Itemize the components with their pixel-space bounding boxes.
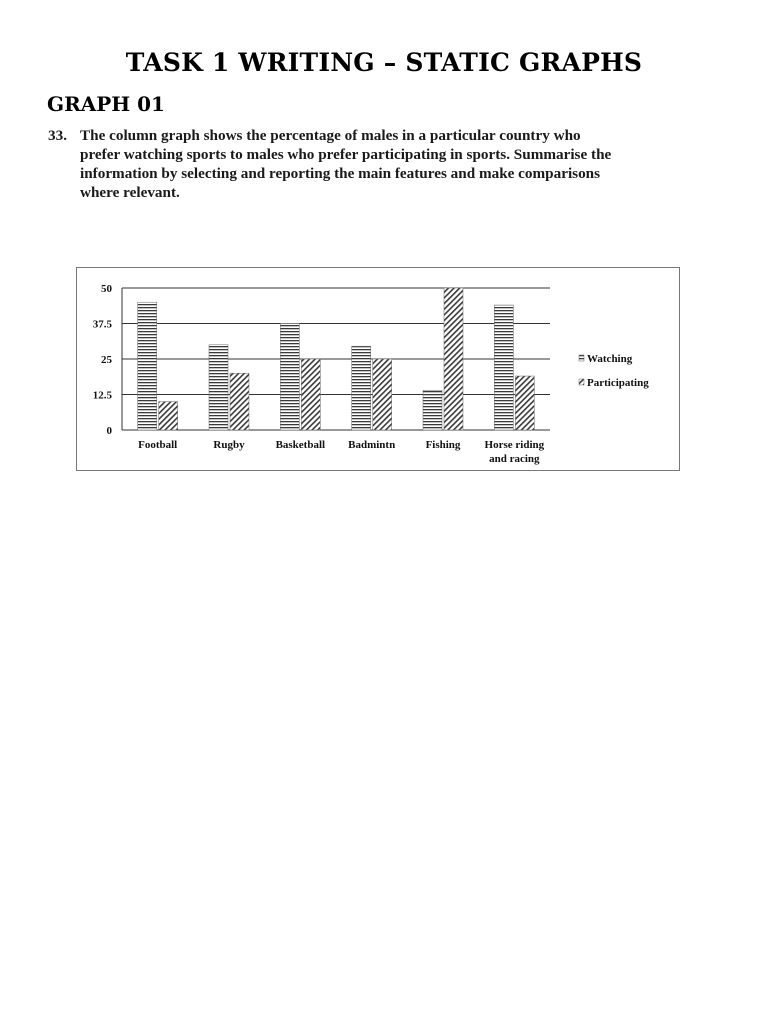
question-line: The column graph shows the percentage of males in a particular country who xyxy=(80,127,581,144)
legend-label: Participating xyxy=(587,377,649,389)
legend-swatch xyxy=(579,355,584,361)
question-line: where relevant. xyxy=(80,184,180,201)
y-tick-label: 37.5 xyxy=(92,318,112,331)
x-tick-label: Horse riding xyxy=(484,439,545,451)
y-tick-label: 25 xyxy=(101,354,112,366)
bar-watching xyxy=(352,346,371,430)
chart-frame xyxy=(76,267,680,471)
bar-chart xyxy=(77,268,678,469)
x-tick-label: and racing xyxy=(489,453,540,465)
x-tick-label: Badmintn xyxy=(348,439,396,451)
bar-participating xyxy=(444,288,463,430)
page-title: TASK 1 WRITING – STATIC GRAPHS xyxy=(125,48,643,77)
bar-participating xyxy=(373,359,392,430)
bar-participating xyxy=(515,376,534,430)
x-tick-label: Football xyxy=(138,439,178,451)
x-tick-label: Rugby xyxy=(213,439,245,451)
bar-participating xyxy=(159,402,178,430)
bar-watching xyxy=(209,345,228,430)
graph-heading: GRAPH 01 xyxy=(47,92,165,116)
y-tick-label: 0 xyxy=(106,425,112,437)
bar-watching xyxy=(494,305,513,430)
bar-participating xyxy=(230,373,249,430)
question-line: information by selecting and reporting the main features and make comparisons xyxy=(80,165,601,182)
x-tick-label: Fishing xyxy=(425,439,461,451)
y-tick-label: 12.5 xyxy=(92,389,112,402)
question-number: 33. xyxy=(48,127,67,144)
bar-watching xyxy=(423,390,442,430)
legend-label: Watching xyxy=(587,353,633,365)
y-tick-label: 50 xyxy=(101,283,112,295)
bar-watching xyxy=(138,302,157,430)
question-text xyxy=(48,126,720,202)
question-line: prefer watching sports to males who prefer participating in sports. Summarise the xyxy=(80,146,612,163)
bar-watching xyxy=(280,324,299,431)
bar-participating xyxy=(301,359,320,430)
x-tick-label: Basketball xyxy=(275,439,326,451)
legend-swatch xyxy=(579,379,584,385)
